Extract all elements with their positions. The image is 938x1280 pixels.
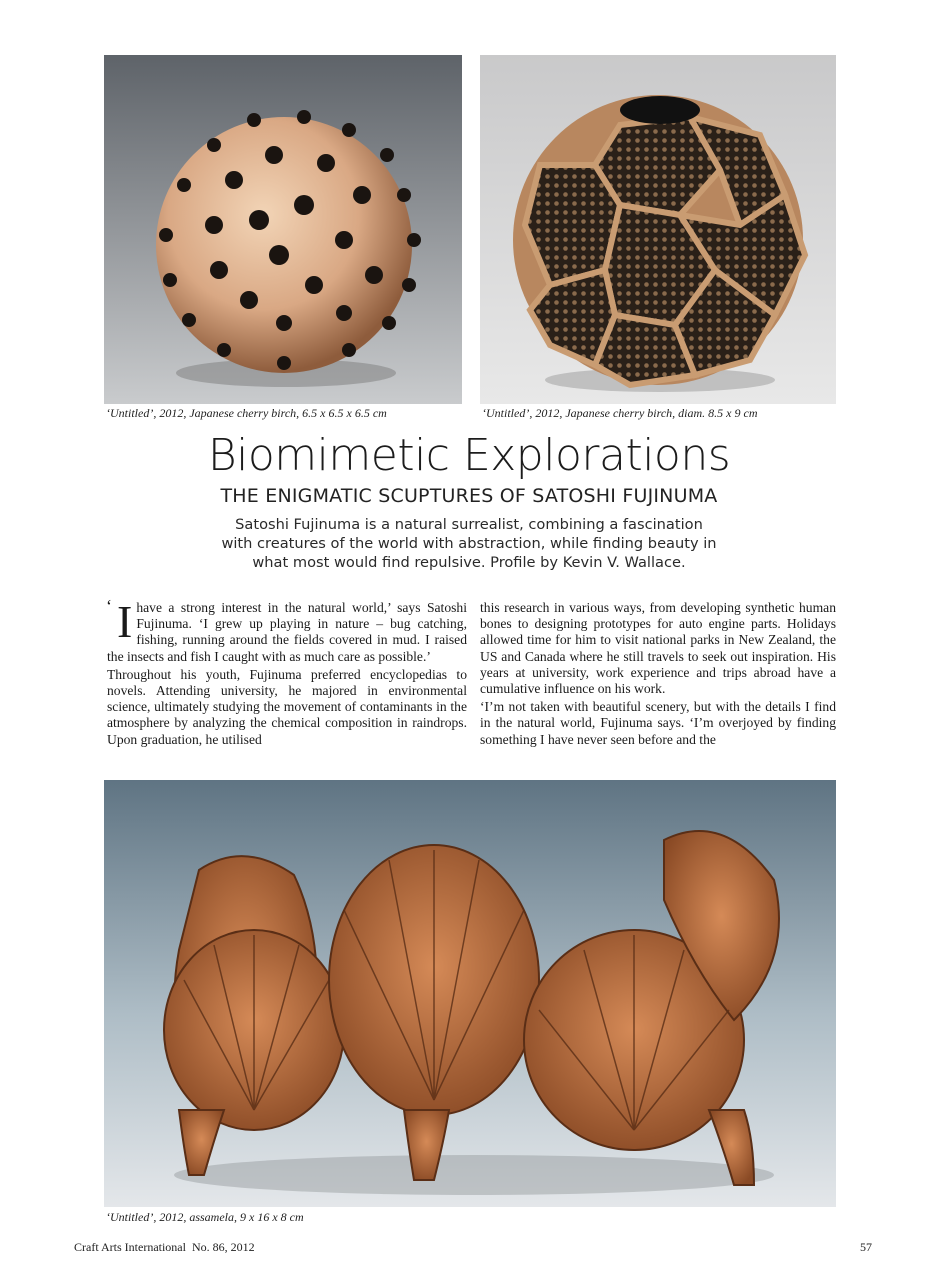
photo-spiky-sphere [104,55,462,404]
paragraph-4: ‘I’m not taken with beautiful scenery, but with the details I find in the natural world, Fujinuma says. ‘I’m overjoyed by finding something I have never seen before and the [480,699,836,747]
paragraph-3: this research in various ways, from developing synthetic human bones to designing prototypes for auto engine parts. Holidays allowed time for him to visit national parks in New Zealand, the US and Canada where he still travels to seek out inspiration. His years at university, work experience and trips abroad have a cumulative influence on his work. [480,600,836,697]
footer-publication: Craft Arts International No. 86, 2012 [74,1240,255,1254]
article-title: Biomimetic Explorations [207,430,731,481]
article-column-left [106,596,467,750]
paragraph-1-text: have a strong interest in the natural world,’ says Satoshi Fujinuma. ‘I grew up playing in nature – bug catching, fishing, running around the fields covered in mud. I raised the insects and fish I caught with as much care as possible.’ [107,600,467,664]
photo-wooden-shells [104,780,836,1207]
photo-faceted-sphere [480,55,836,404]
page-number: 57 [860,1240,872,1254]
paragraph-2: Throughout his youth, Fujinuma preferred encyclopedias to novels. Attending university, he majored in environmental science, ultimately studying the movement of contaminants in the atmosphere by analyzing the chemical composition in raindrops. Upon graduation, he utilised [107,666,467,747]
article-subtitle: THE ENIGMATIC SCUPTURES OF SATOSHI FUJINUMA [220,485,718,507]
caption-top-left: ‘Untitled’, 2012, Japanese cherry birch, 6.5 x 6.5 x 6.5 cm [106,406,387,420]
opening-quote: ‘ [106,596,112,616]
article-standfirst: Satoshi Fujinuma is a natural surrealist, combining a fascination with creatures of the world with abstraction, while finding beauty in what most would find repulsive. Profile by Kevin V. Wallace. [221,516,717,571]
dropcap: I [117,596,133,647]
caption-top-right: ‘Untitled’, 2012, Japanese cherry birch, diam. 8.5 x 9 cm [482,406,758,420]
article-column-right [480,600,836,750]
caption-bottom: ‘Untitled’, 2012, assamela, 9 x 16 x 8 cm [106,1210,304,1224]
paragraph-1 [106,596,467,665]
